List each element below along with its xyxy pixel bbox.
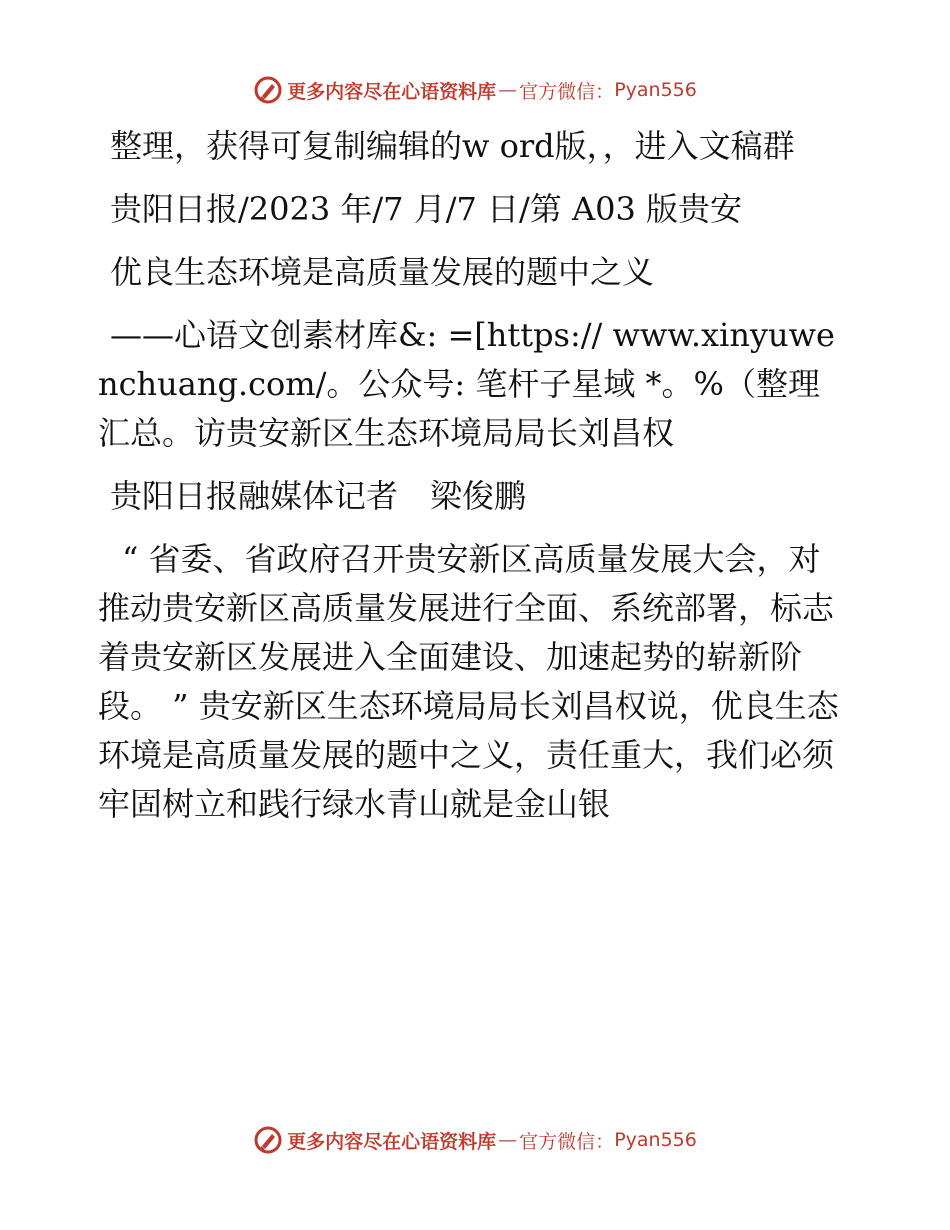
header-brand-text: 更多内容尽在心语资料库	[287, 80, 497, 103]
header-wechat-label: 官方微信：	[519, 80, 615, 103]
footer-wechat-id: Pyan556	[614, 1129, 697, 1151]
footer-brand-text: 更多内容尽在心语资料库	[287, 1130, 497, 1153]
footer-wechat-label: 官方微信：	[519, 1130, 615, 1153]
article-byline: 贵阳日报融媒体记者 梁俊鹏	[110, 477, 527, 515]
pen-logo-icon	[253, 75, 283, 105]
article-title: 优良生态环境是高质量发展的题中之义	[110, 253, 655, 291]
footer-separator: —	[498, 1129, 518, 1151]
paragraph-source: 贵阳日报/2023 年/7 月/7 日/第 A03 版贵安	[110, 190, 742, 228]
paragraph-intro: 整理，获得可复制编辑的w ord版，，进入文稿群	[110, 127, 795, 165]
article-subtitle: ——心语文创素材库&: =[https:// www.xinyuwenchuang.com/。公众号: 笔杆子星域 *。%（整理汇总。访贵安新区生态环境局局长刘昌权	[98, 316, 835, 452]
document-body	[98, 122, 850, 843]
header-watermark	[0, 70, 950, 110]
footer-watermark	[0, 1120, 950, 1160]
article-body-paragraph: “ 省委、省政府召开贵安新区高质量发展大会，对推动贵安新区高质量发展进行全面、系统部署，标志着贵安新区发展进入全面建设、加速起势的崭新阶段。 ” 贵安新区生态环境局局长刘昌权说，优良生态环境是高质量发展的题中之义，责任重大，我们必须牢固树立和践行绿水青山就是金山银	[98, 540, 839, 823]
header-wechat-id: Pyan556	[614, 79, 697, 101]
header-separator: —	[498, 79, 518, 101]
pen-logo-icon	[253, 1125, 283, 1155]
